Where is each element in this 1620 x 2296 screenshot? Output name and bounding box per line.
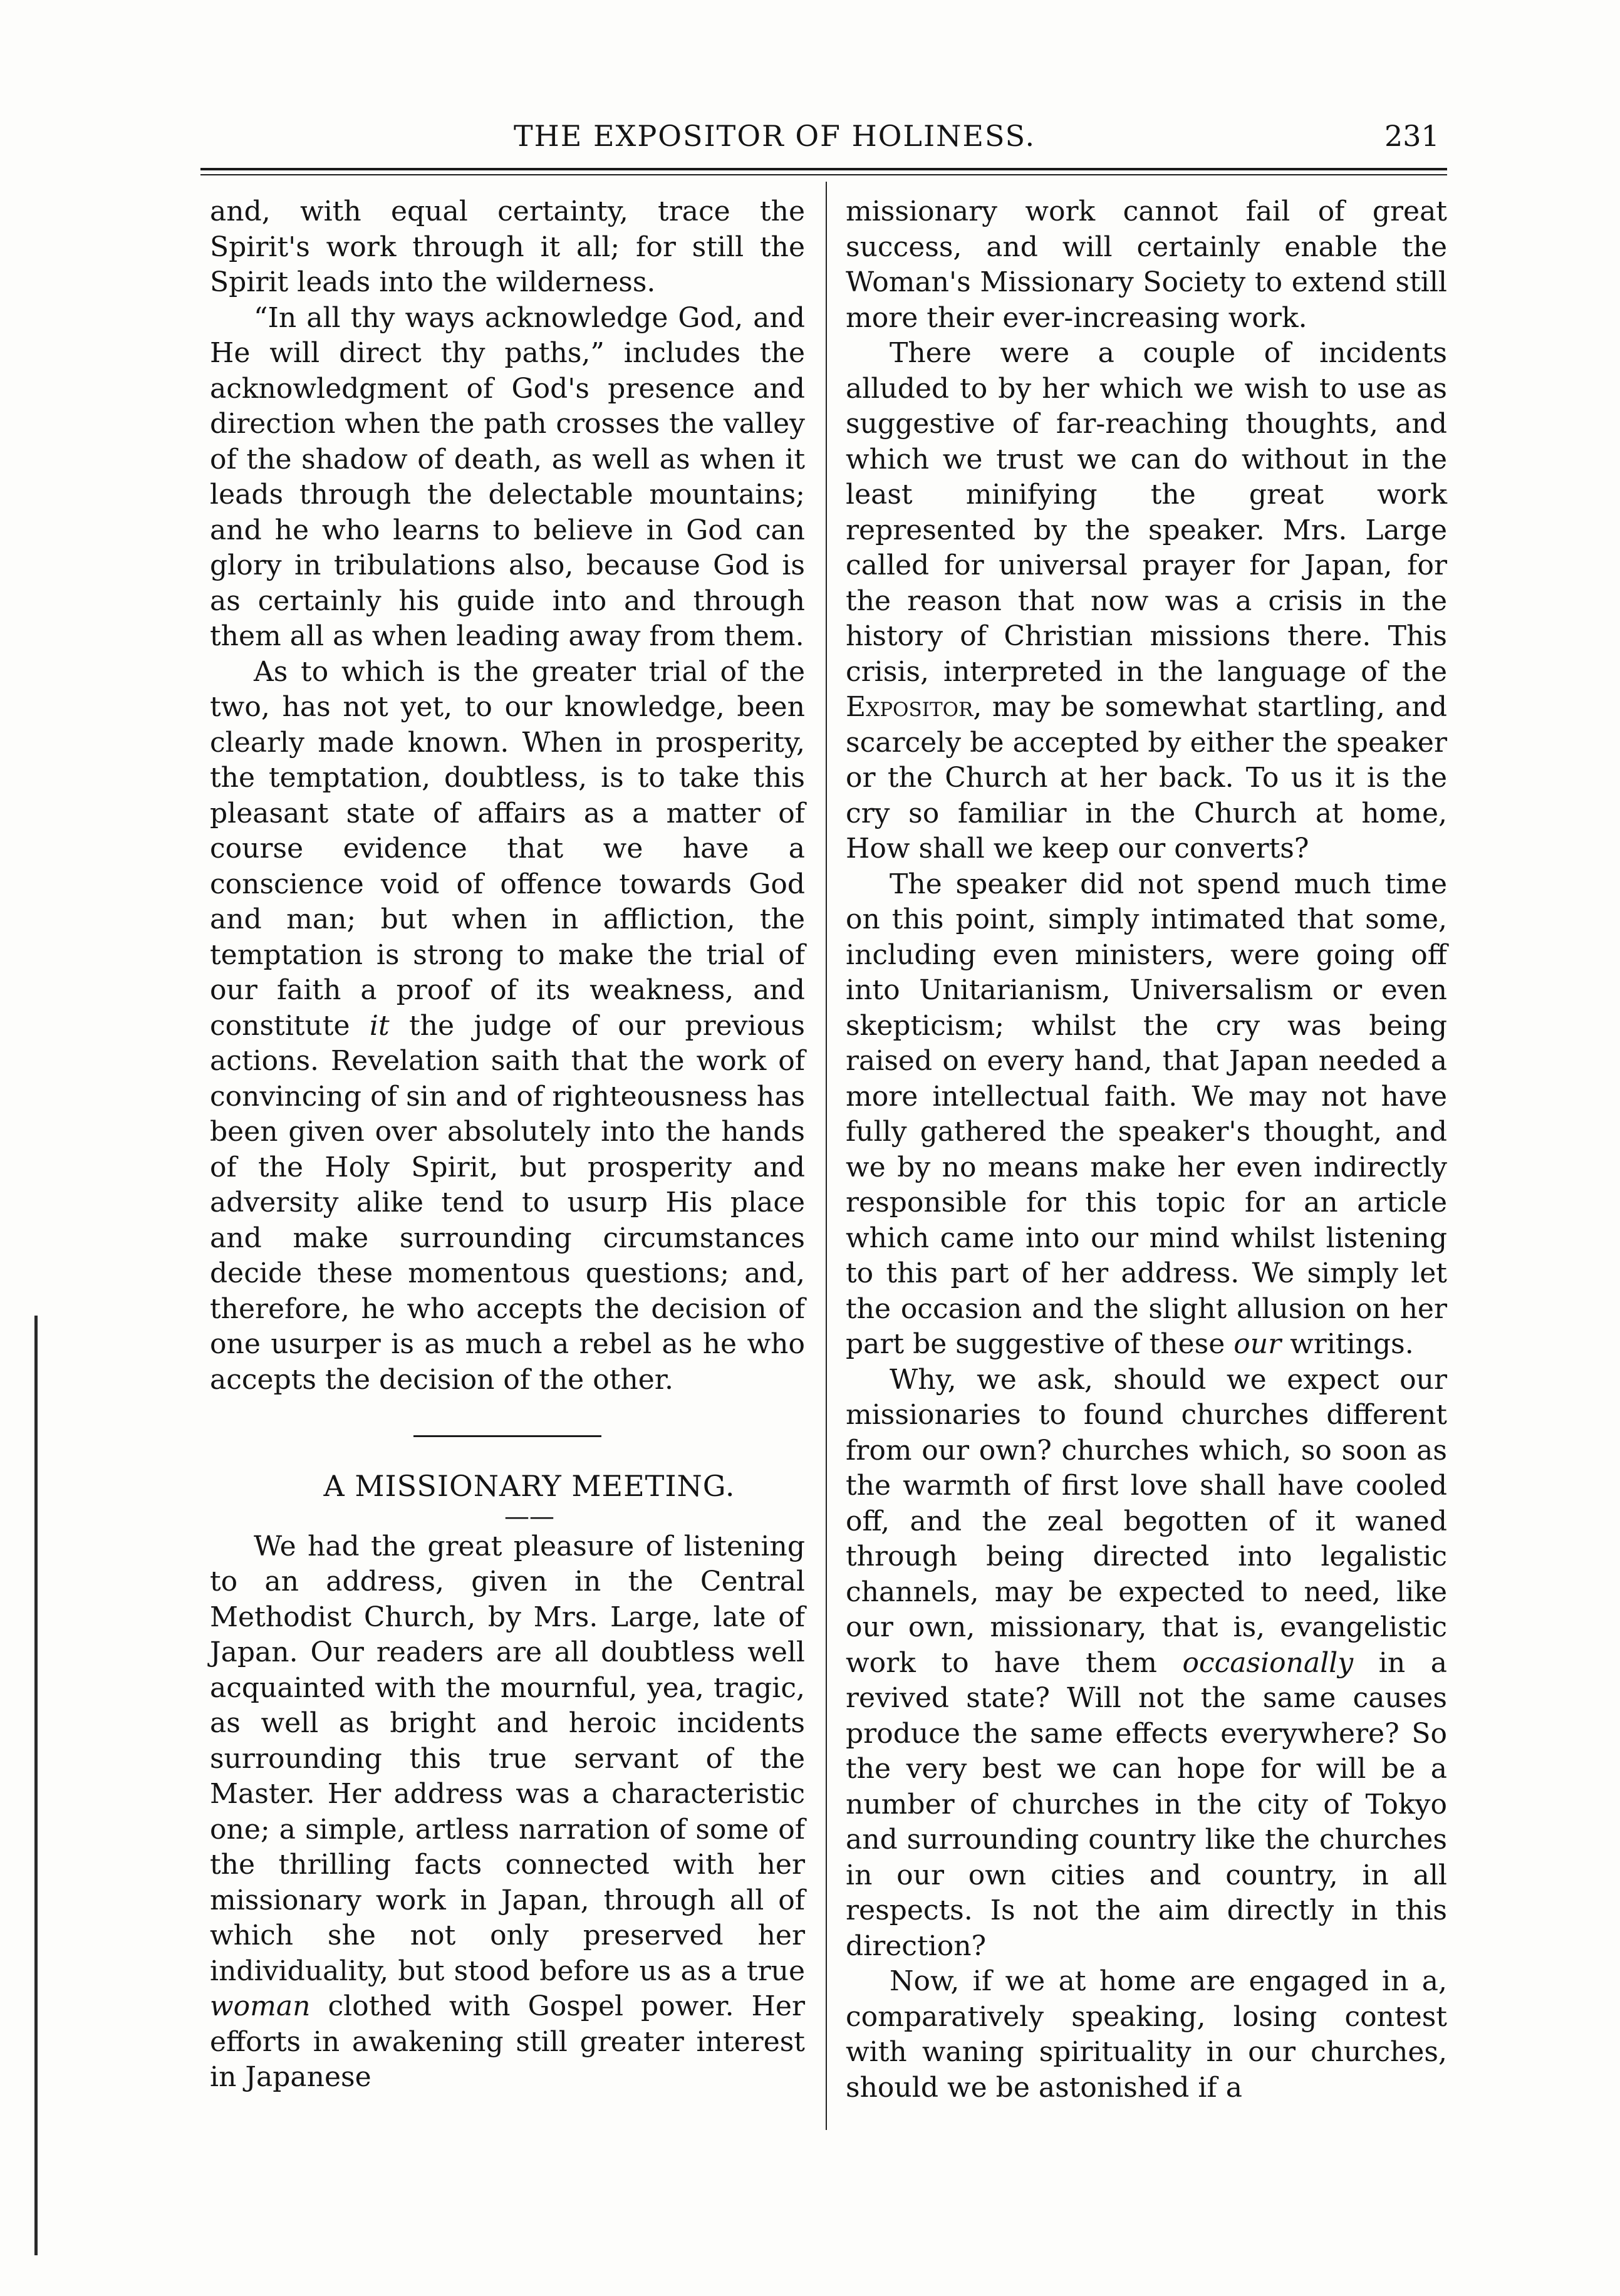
paragraph: “In all thy ways acknowledge God, and He will direct thy paths,” includes the acknowledgment of God's presence and direction when the path crosses the valley of the shadow of death, as well as when it leads through the delectable mountains; and he who learns to believe in God can glory in tribulations also, because God is as certainly his guide into and through them all as when leading away from them. [210,301,805,652]
emphasis-text: our [1233,1328,1282,1360]
paragraph [846,867,1447,1363]
small-caps-text: Expositor [846,691,974,723]
paragraph-text: in a revived state? Will not the same causes produce the same effects everywhere? So the very best we can hope for will be a number of churches in the city of Tokyo and surrounding country like the churches in our own cities and country, in all respects. Is not the aim directly in this direction? [846,1646,1447,1962]
emphasis-text: it [369,1009,390,1042]
paragraph-text: As to which is the greater trial of the two, has not yet, to our knowledge, been clearly made known. When in prosperity, the temptation, doubtless, is to take this pleasant state of affairs as a matter of course evidence that we have a conscience void of offence towards God and man; but when in affliction, the temptation is strong to make the trial of our faith a proof of its weakness, and constitute [210,655,805,1042]
paragraph [210,655,805,1398]
header-rule-thin [200,174,1447,175]
header-rule-thick [200,168,1447,170]
section-separator [413,1435,601,1437]
paragraph-text: the judge of our previous actions. Revelation saith that the work of convincing of sin and of righteousness has been given over absolutely into the hands of the Holy Spirit, but prosperity and adversity alike tend to usurp His place and make surrounding circumstances decide these momentous questions; and, therefore, he who accepts the decision of one usurper is as much a rebel as he who accepts the decision of the other. [210,1009,805,1396]
paragraph-text: We had the great pleasure of listening to an address, given in the Central Methodist Church, by Mrs. Large, late of Japan. Our readers are all doubtless well acquainted with the mournful, yea, tragic, as well as bright and heroic incidents surrounding this true servant of the Master. Her address was a characteristic one; a simple, artless narration of some of the thrilling facts connected with her missionary work in Japan, through all of which she not only preserved her individuality, but stood before us as a true [210,1530,805,1987]
binding-edge-mark [34,1316,38,2255]
paragraph-text: writings. [1290,1328,1414,1360]
emphasis-text: woman [210,1990,311,2022]
paragraph [846,1363,1447,1965]
paragraph-text: clothed with Gospel power. Her efforts in awakening still greater interest in Japanese [210,1990,805,2093]
section-heading: A MISSIONARY MEETING. [323,1469,735,1503]
heading-dash: —— [504,1502,554,1531]
paragraph-text: There were a couple of incidents alluded to by her which we wish to use as suggestive of far-reaching thoughts, and which we trust we can do without in the least minifying the great work represented by the speaker. Mrs. Large called for universal prayer for Japan, for the reason that now was a crisis in the history of Christian missions there. This crisis, interpreted in the language of the [846,337,1447,688]
paragraph-text: The speaker did not spend much time on this point, simply intimated that some, including even ministers, were going off into Unitarianism, Universalism or even skepticism; whilst the cry was being raised on every hand, that Japan needed a more intellectual faith. We may not have fully gathered the speaker's thought, and we by no means make her even indirectly responsible for this topic for an article which came into our mind whilst listening to this part of her address. We simply let the occasion and the slight allusion on her part be suggestive of these [846,868,1447,1360]
paragraph [846,336,1447,867]
running-title: THE EXPOSITOR OF HOLINESS. [514,119,1036,153]
paragraph: Now, if we at home are engaged in a, comparatively speaking, losing contest with waning spirituality in our churches, should we be astonished if a [846,1965,1447,2104]
paragraph-text: Why, we ask, should we expect our missionaries to found churches different from our own? churches which, so soon as the warmth of first love shall have cooled off, and the zeal begotten of it waned through being directed into legalistic channels, may be expected to need, like our own, missionary, that is, evangelistic work to have them [846,1363,1447,1679]
right-column [846,194,1447,2106]
paragraph: missionary work cannot fail of great success, and will certainly enable the Woman's Missionary Society to extend still more their ever-increasing work. [846,195,1447,334]
left-column [210,194,805,2096]
column-divider [826,182,827,2130]
paragraph: and, with equal certainty, trace the Spirit's work through it all; for still the Spirit leads into the wilderness. [210,195,805,298]
paragraph [210,1529,805,2096]
emphasis-text: occasionally [1182,1646,1354,1679]
running-head [0,119,1620,163]
paragraph-text: , may be somewhat startling, and scarcely be accepted by either the speaker or the Church at her back. To us it is the cry so familiar in the Church at home, How shall we keep our converts? [846,691,1447,865]
page-number: 231 [1384,119,1440,153]
